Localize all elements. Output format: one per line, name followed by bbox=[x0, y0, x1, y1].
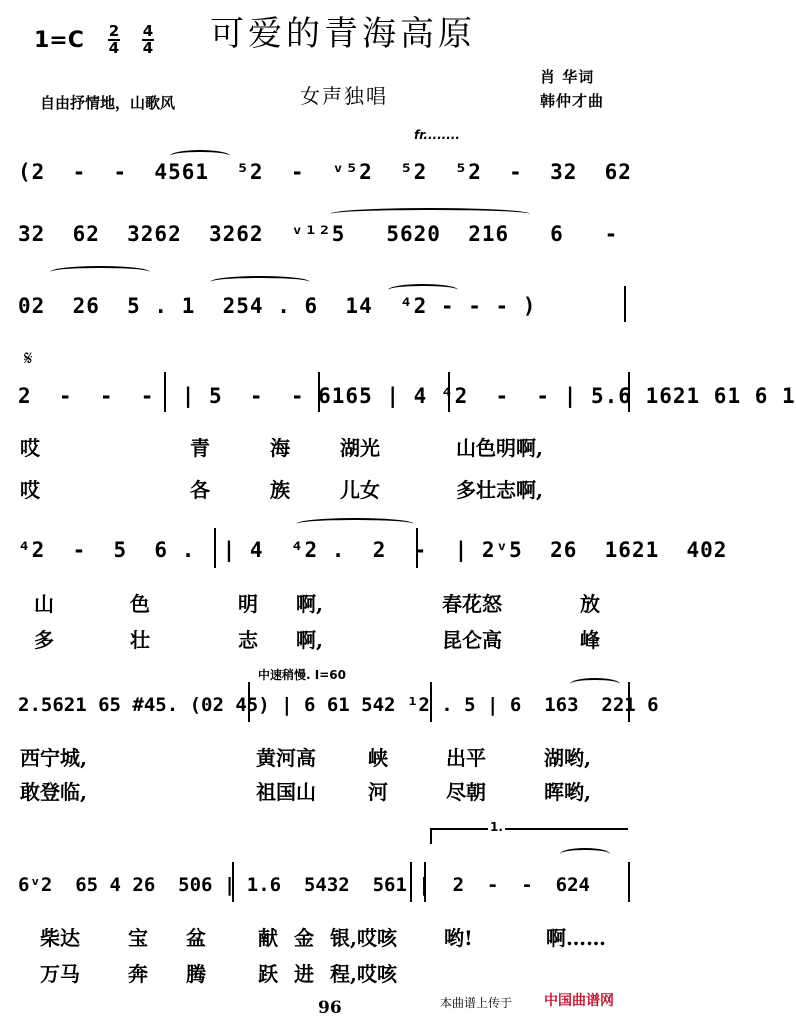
key-signature: 1=C bbox=[34, 28, 84, 53]
slur bbox=[560, 848, 610, 860]
notation-line-6: 2.5621 65 #45. (02 45) | 6 61 542 ¹2 . 5 | 6 163 221 6 bbox=[18, 694, 659, 716]
time-signature-2: $\frac{4}{4}$ bbox=[142, 22, 154, 57]
tempo-change-marking: 中速稍慢. I=60 bbox=[258, 668, 346, 682]
lyric-line-2-verse1: 山 色 明 啊, 春花怒 放 bbox=[34, 592, 600, 616]
notation-line-2: 32 62 3262 3262 ᵛ¹²5 5620 216 6 - bbox=[18, 222, 619, 246]
song-title: 可爱的青海高原 bbox=[210, 14, 476, 54]
lyric-line-4-verse1: 柴达 宝 盆 献 金 银,哎咳 哟! 啊…… bbox=[40, 926, 606, 950]
slur bbox=[210, 276, 310, 288]
notation-line-3: 02 26 5 . 1 254 . 6 14 ⁴2 - - - ) bbox=[18, 294, 537, 318]
page-number: 96 bbox=[318, 998, 342, 1018]
upload-note: 本曲谱上传于 bbox=[440, 996, 513, 1010]
lyric-line-3-verse1: 西宁城, 黄河高 峡 出平 湖哟, bbox=[20, 746, 591, 770]
slur bbox=[570, 678, 620, 690]
volta-bracket bbox=[430, 828, 628, 844]
slur bbox=[330, 208, 530, 220]
slur bbox=[50, 266, 150, 278]
lyric-line-3-verse2: 敢登临, 祖国山 河 尽朝 晖哟, bbox=[20, 780, 591, 804]
slur bbox=[296, 518, 414, 530]
barline bbox=[624, 286, 626, 322]
lyric-line-1-verse2: 哎 各 族 儿女 多壮志啊, bbox=[20, 478, 543, 502]
notation-line-1: (2 - - 4561 ⁵2 - ᵛ⁵2 ⁵2 ⁵2 - 32 62 bbox=[18, 160, 632, 184]
composer-credit: 韩仲才曲 bbox=[540, 92, 605, 110]
notation-line-4: 2 - - - | 5 - - 6165 | 4 ⁴2 - - | 5.6 1621 61 6 1 bbox=[18, 384, 796, 408]
trill-mark: fr........ bbox=[414, 128, 460, 142]
notation-line-7: 6ᵛ2 65 4 26 506 | 1.6 5432 561 | 2 - - 624 bbox=[18, 874, 590, 896]
volta-number: 1. bbox=[490, 820, 503, 834]
lyricist-credit: 肖 华词 bbox=[540, 68, 595, 86]
notation-line-5: ⁴2 - 5 6 . | 4 ⁴2 . 2 - | 2ᵛ5 26 1621 402 bbox=[18, 538, 728, 562]
lyric-line-2-verse2: 多 壮 志 啊, 昆仑高 峰 bbox=[34, 628, 600, 652]
tempo-marking: 自由抒情地，山歌风 bbox=[40, 94, 176, 112]
lyric-line-1-verse1: 哎 青 海 湖光 山色明啊, bbox=[20, 436, 543, 460]
site-logo[interactable]: 中国曲谱网 bbox=[544, 993, 614, 1009]
segno-sign: 𝄋 bbox=[24, 346, 33, 370]
time-signature-1: $\frac{2}{4}$ bbox=[108, 22, 120, 57]
lyric-line-4-verse2: 万马 奔 腾 跃 进 程,哎咳 bbox=[40, 962, 397, 986]
performance-type: 女声独唱 bbox=[300, 84, 388, 108]
